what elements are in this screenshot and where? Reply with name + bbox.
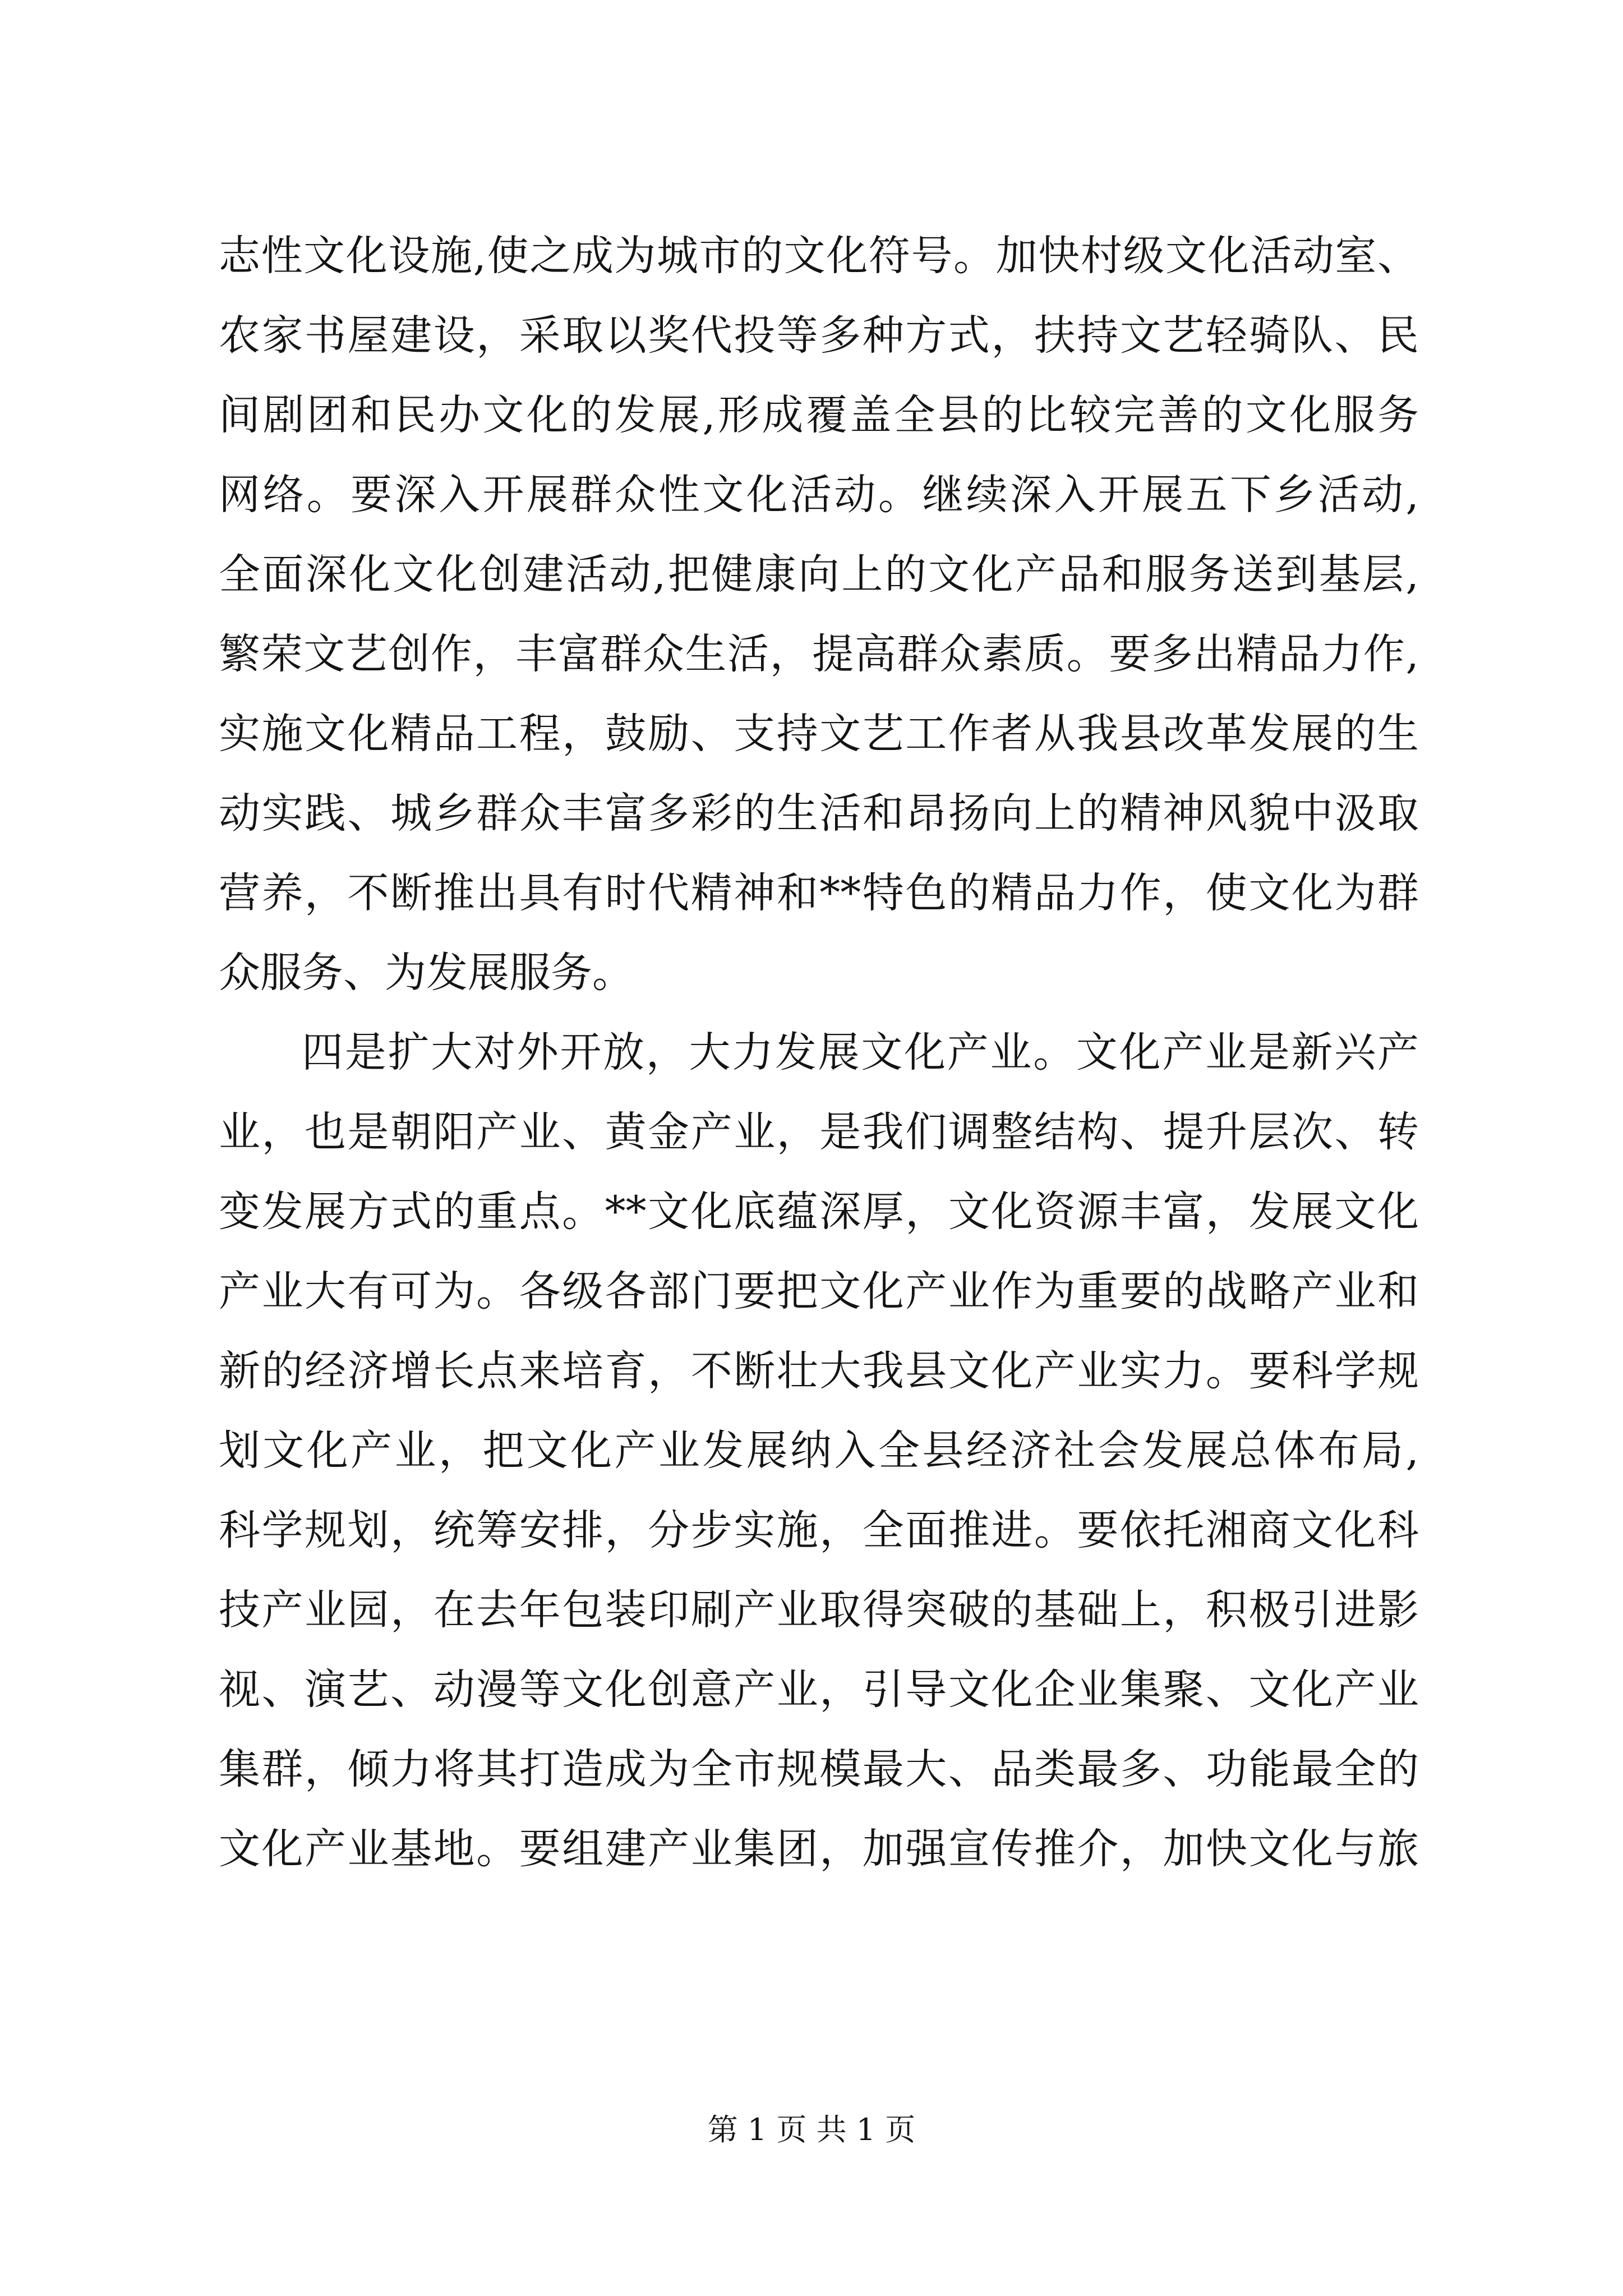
text-line: 变发展方式的重点。**文化底蕴深厚，文化资源丰富，发展文化 [219, 1188, 1419, 1236]
text-line: 实施文化精品工程，鼓励、支持文艺工作者从我县改革发展的生 [219, 710, 1419, 758]
text-line: 划文化产业，把文化产业发展纳入全县经济社会发展总体布局, [219, 1427, 1419, 1475]
text-line: 科学规划，统筹安排，分步实施，全面推进。要依托湘商文化科 [219, 1506, 1419, 1554]
text-line: 业，也是朝阳产业、黄金产业，是我们调整结构、提升层次、转 [219, 1108, 1419, 1156]
page-number-footer: 第 1 页 共 1 页 [707, 2112, 916, 2147]
text-line: 集群，倾力将其打造成为全市规模最大、品类最多、功能最全的 [219, 1745, 1419, 1793]
text-line: 志性文化设施,使之成为城市的文化符号。加快村级文化活动室、 [219, 232, 1419, 280]
text-line: 新的经济增长点来培育，不断壮大我县文化产业实力。要科学规 [219, 1347, 1419, 1395]
text-line: 营养，不断推出具有时代精神和**特色的精品力作，使文化为群 [219, 869, 1419, 917]
text-line: 产业大有可为。各级各部门要把文化产业作为重要的战略产业和 [219, 1267, 1419, 1315]
text-line: 视、演艺、动漫等文化创意产业，引导文化企业集聚、文化产业 [219, 1665, 1419, 1714]
text-line: 繁荣文艺创作，丰富群众生活，提高群众素质。要多出精品力作, [219, 630, 1419, 678]
text-line: 动实践、城乡群众丰富多彩的生活和昂扬向上的精神风貌中汲取 [219, 789, 1419, 838]
text-line: 网络。要深入开展群众性文化活动。继续深入开展五下乡活动, [219, 471, 1419, 519]
text-line: 技产业园，在去年包装印刷产业取得突破的基础上，积极引进影 [219, 1586, 1419, 1634]
text-line: 间剧团和民办文化的发展,形成覆盖全县的比较完善的文化服务 [219, 391, 1419, 439]
text-line: 文化产业基地。要组建产业集团，加强宣传推介，加快文化与旅 [219, 1825, 1419, 1873]
text-line: 众服务、为发展服务。 [219, 949, 634, 997]
text-line: 全面深化文化创建活动,把健康向上的文化产品和服务送到基层, [219, 550, 1419, 599]
text-line: 农家书屋建设，采取以奖代投等多种方式，扶持文艺轻骑队、民 [219, 311, 1419, 360]
paragraph-first-line: 四是扩大对外开放，大力发展文化产业。文化产业是新兴产 [302, 1028, 1419, 1076]
body-text [219, 216, 1419, 1889]
